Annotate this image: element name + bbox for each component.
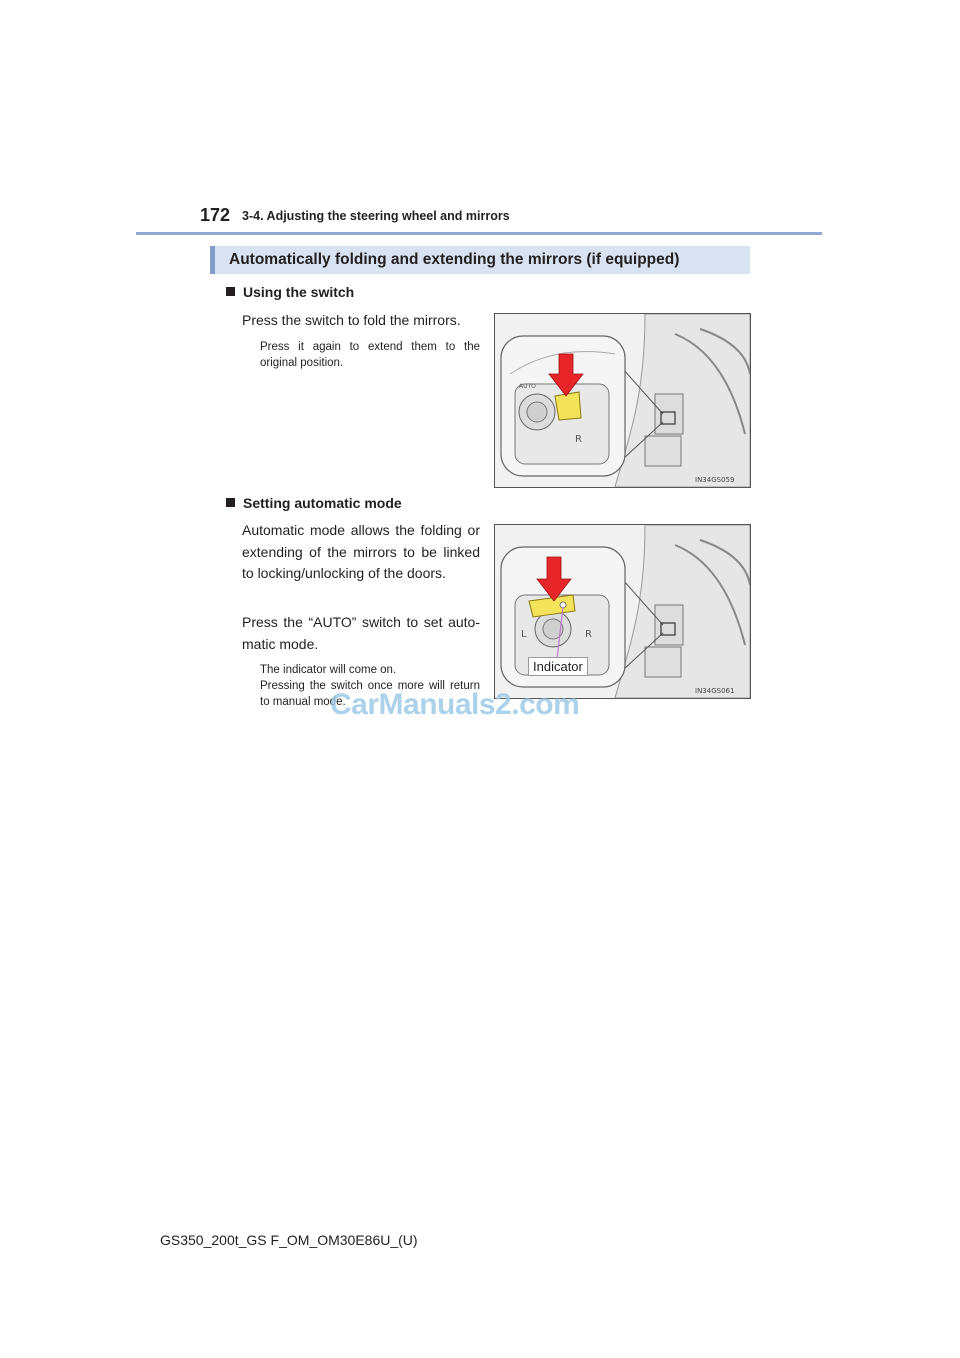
header-rule <box>136 232 822 235</box>
automatic-mode-heading <box>226 495 402 511</box>
svg-text:R: R <box>585 629 592 640</box>
mirror-switch-figure <box>494 313 751 488</box>
using-switch-heading <box>226 284 354 300</box>
figure-code-2: IN34GS061 <box>695 687 735 695</box>
using-switch-body: Press the switch to fold the mirrors. <box>242 312 461 328</box>
section-title: Automatically folding and extending the mirrors (if equipped) <box>229 251 680 268</box>
automatic-mode-note-2: Pressing the switch once more will return to manual mode. <box>260 680 480 708</box>
page-number: 172 <box>200 205 231 225</box>
bullet-square-icon <box>226 287 235 296</box>
using-switch-heading-text: Using the switch <box>243 284 355 300</box>
automatic-mode-note-1: The indicator will come on. <box>260 664 397 676</box>
indicator-callout: Indicator <box>528 657 588 676</box>
figure-code-1: IN34GS059 <box>695 476 735 484</box>
footer-code: GS350_200t_GS F_OM_OM30E86U_(U) <box>160 1232 418 1248</box>
automatic-mode-body-1: Automatic mode allows the folding or extending of the mirrors to be linked to locking/unlocking of the doors. <box>242 522 480 581</box>
section-header <box>210 246 750 274</box>
automatic-mode-body-2: Press the “AUTO” switch to set auto-matic mode. <box>242 614 480 652</box>
watermark: CarManuals2.com <box>330 688 580 721</box>
bullet-square-icon <box>226 498 235 507</box>
svg-text:L: L <box>521 629 527 640</box>
svg-text:AUTO: AUTO <box>519 383 536 390</box>
using-switch-note: Press it again to extend them to the original position. <box>260 341 480 369</box>
svg-text:R: R <box>575 434 582 445</box>
running-head: 3-4. Adjusting the steering wheel and mirrors <box>242 209 510 223</box>
automatic-mode-heading-text: Setting automatic mode <box>243 495 402 511</box>
